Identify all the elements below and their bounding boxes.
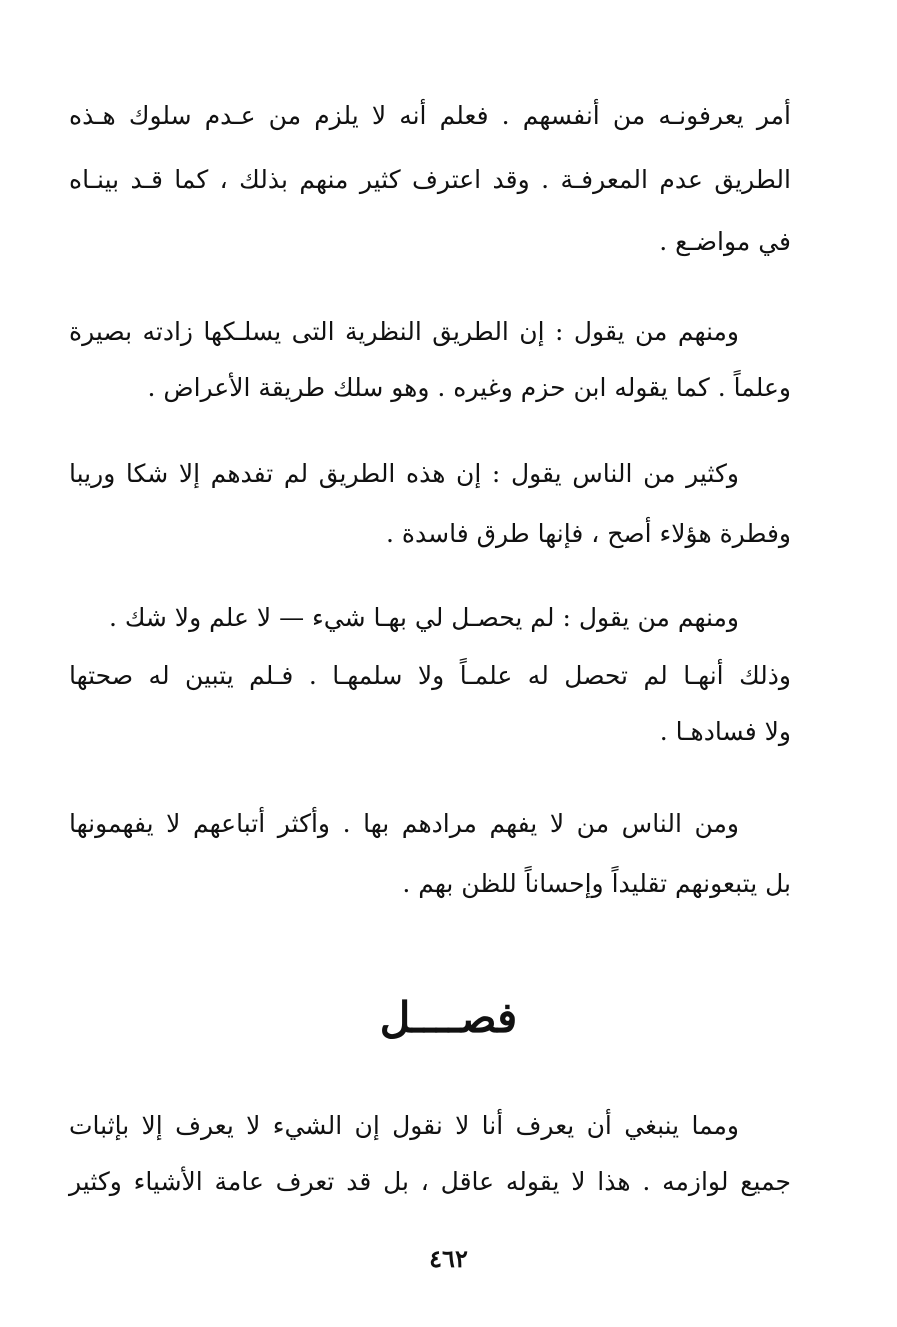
text-line: أمر يعرفونـه من أنفسهم . فعلم أنه لا يلزم من عـدم سلوك هـذه (69, 101, 791, 130)
text-line: بل يتبعونهم تقليداً وإحساناً للظن بهم . (402, 869, 791, 898)
section-heading: فصــــل (379, 993, 518, 1042)
text-line: ومنهم من يقول : إن الطريق النظرية التى يسلـكها زادته بصيرة (69, 317, 739, 346)
text-line: وذلك أنهـا لم تحصل له علمـاً ولا سلمهـا . فـلم يتبين له صحتها (69, 661, 791, 690)
text-line: ولا فسادهـا . (659, 717, 791, 746)
page-number: ٤٦٢ (429, 1244, 468, 1273)
text-line: الطريق عدم المعرفـة . وقد اعترف كثير منهم بذلك ، كما قـد بينـاه (69, 165, 791, 194)
text-line: ومما ينبغي أن يعرف أنا لا نقول إن الشيء لا يعرف إلا بإثبات (69, 1111, 739, 1140)
text-line: جميع لوازمه . هذا لا يقوله عاقل ، بل قد تعرف عامة الأشياء وكثير (69, 1167, 791, 1196)
text-line: وعلماً . كما يقوله ابن حزم وغيره . وهو سلك طريقة الأعراض . (147, 373, 791, 402)
text-line: ومنهم من يقول : لم يحصـل لي بهـا شيء — لا علم ولا شك . (108, 603, 739, 632)
text-line: في مواضـع . (659, 227, 791, 256)
text-line: ومن الناس من لا يفهم مرادهم بها . وأكثر أتباعهم لا يفهمونها (69, 809, 739, 838)
text-line: وكثير من الناس يقول : إن هذه الطريق لم تفدهم إلا شكا وريبا (69, 459, 739, 488)
text-line: وفطرة هؤلاء أصح ، فإنها طرق فاسدة . (386, 519, 791, 548)
